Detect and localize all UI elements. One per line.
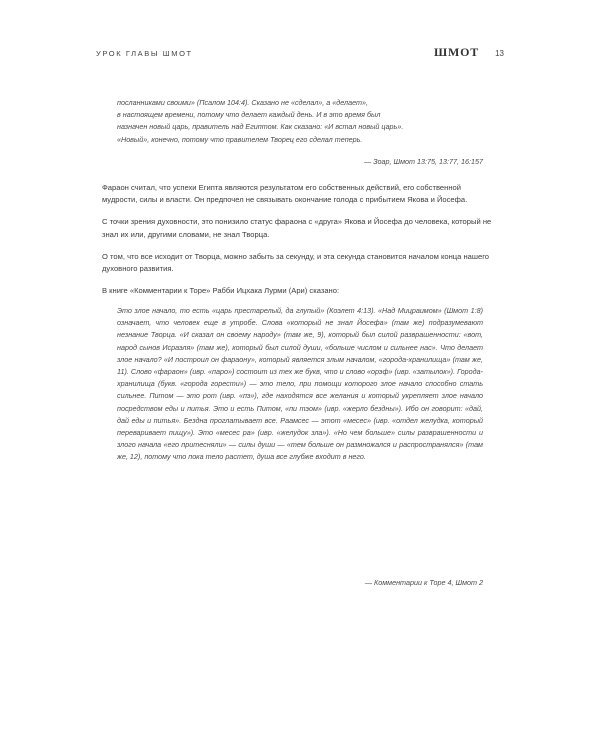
- quote-line: «Новый», конечно, потому что правителем Творец его сделал теперь.: [117, 134, 363, 144]
- body-paragraph: Фараон считал, что успехи Египта являются результатом его собственных действий, его собственной мудрости, силы и власти. Он предпочел не связывать окончание голода с прибытием Якова и Йосефа.: [102, 183, 468, 205]
- top-quote-attribution: — Зоар, Шмот 13:75, 13:77, 16:157: [363, 157, 483, 166]
- body-paragraph: С точки зрения духовности, это понизило статус фараона с «друга» Якова и Йосефа до человека, который не знал их или, другими словами, не знал Творца.: [102, 217, 492, 239]
- main-quote-attribution: — Комментарии к Торе 4, Шмот 2: [364, 578, 483, 587]
- top-quote: [117, 97, 483, 146]
- body-text: [102, 182, 498, 307]
- quote-line: посланниками своими» (Псалом 104:4). Сказано не «сделал», а «делает»,: [117, 98, 368, 107]
- quote-line: назначен новый царь, правитель над Египтом. Как сказано: «И встал новый царь».: [117, 122, 404, 132]
- running-title: УРОК ГЛАВЫ ШМОТ: [96, 49, 193, 58]
- quote-line: в настоящем времени, потому что делает каждый день. И в это время был: [117, 110, 381, 120]
- body-paragraph: В книге «Комментарии к Торе» Рабби Ицхака Лурми (Ари) сказано:: [102, 285, 340, 295]
- main-quote: Это злое начало, то есть «царь престарелый, да глупый» (Коэлет 4:13). «Над Мицраимом» (Шмот 1:8) означает, что человек еще в утробе. Слова «который не знал Йосефа» (там же) подразумевают незнание Творца. «И сказал он своему народу» (там же, 9), который был силой разврашенности: «вот, народ сынов Исраэля» (там же), который был силой души, «больше числом и сильнее нас». Что делает злое начало? «И построил он фараону», который является злым началом, «города-хранилища» (там же, 11). Слово «фараон» (ивр. «паро») состоит из тех же букв, что и слово «орэф» (ивр. «затылок»). Города-хранилища (букв. «города горести») — это тело, при помощи которого злое начало способно стать сильнее. Питом — это рот (ивр. «пэ»), где находятся все желания и который укрепляет злое начало посредством еды и питья. Это и есть Питом, «пи тэом» (ивр. «жерло бездны»). Ибо он говорит: «дай, дай еды и питья». Бездна проглатывает все. Раамсес — этот «месес» (ивр. «отдел желудка, который переваривает пищу»). Это «месес ра» (ивр. «желудок зла»). «Но чем больше» силы разврашенности и злого начала «его притесняли» — силы души — «тем больше он размножался и распространялся» (там же, 12), потому что пока тело растет, душа все глубже входит в него.: [117, 306, 483, 462]
- page-number: 13: [495, 49, 504, 58]
- header-right: [434, 45, 504, 60]
- page-header: [96, 45, 504, 65]
- body-paragraph: О том, что все исходит от Творца, можно забыть за секунду, и эта секунда становится началом конца нашего духовного развития.: [102, 251, 490, 274]
- section-name: ШМОТ: [434, 45, 480, 59]
